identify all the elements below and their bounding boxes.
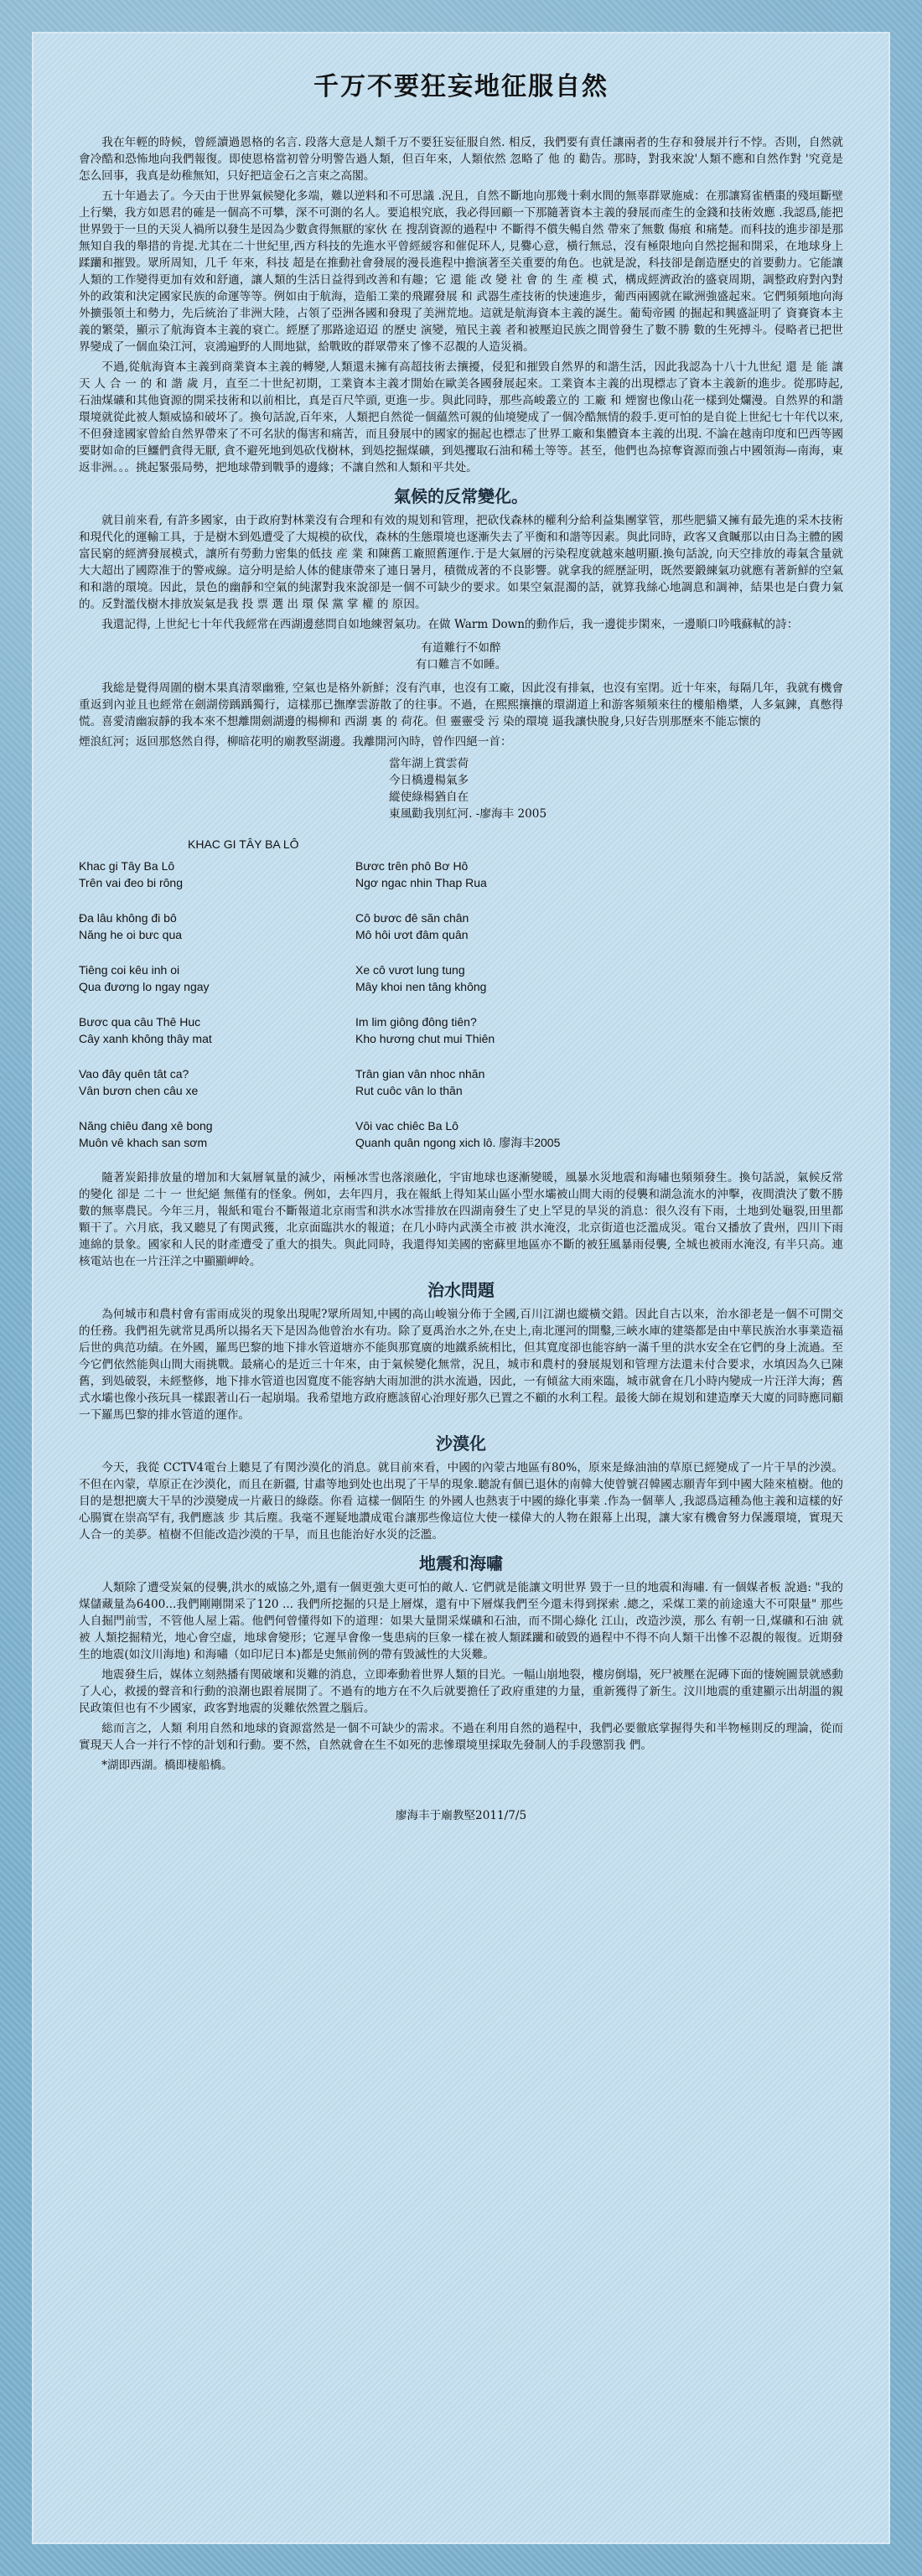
quote-block bbox=[79, 640, 843, 673]
intro-paragraph-1: 我在年輕的時候，曾經讀過恩格的名言. 段落大意是人類千万不要狂妄征服自然. 相反，我們要有責任讓兩者的生存和發展并行不悖。否則，自然就會冷酷和恐怖地向我們報復。即使恩格當初曾分明警告過人類，但百年來，人類依然 忽略了 他 的 勸告。那時，對我來說'人類不應和自然作對 '究竟是怎么回事，我真是幼稚無知，只好把這金石之言束之高閣。 bbox=[79, 136, 843, 183]
quake-paragraph-2: 地震發生后，媒体立刻熱播有関破壞和災難的消息，立即牽動着世界人類的目光。一幅山崩地裂，樓房倒塌，死尸被壓在泥磚下面的悽婉圖景就感動了人心，救援的聲音和行動的浪潮也跟着展開了。不過有的地方在不久后就要擔任了政府重建的力量，重新獲得了新生。汶川地震的重建顯示出胡溫的親民政策但也有不少國家，政客對地震的災難依然置之腦后。 bbox=[79, 1668, 843, 1715]
viet-line-right: Cô bươc đê săn chân bbox=[355, 911, 469, 925]
viet-line-left: Năng he oi bưc qua bbox=[79, 928, 183, 941]
viet-stanza bbox=[79, 961, 843, 995]
viet-line-left: Tiêng coi kêu inh oi bbox=[79, 963, 180, 977]
footnote: *湖即西湖。橋即棲船橋。 bbox=[101, 1759, 233, 1772]
viet-line-right: Ngơ ngac nhin Thap Rua bbox=[355, 876, 487, 889]
viet-stanza bbox=[79, 1013, 843, 1047]
viet-poem-title: KHAC GI TÂY BA LÔ bbox=[188, 837, 299, 851]
desert-paragraph: 今天，我從 CCTV4電台上聽見了有関沙漠化的消息。就目前來看，中國的內蒙古地區有80%，原來是綠油油的草原已經變成了一片干旱的沙漠。不但在內蒙，草原正在沙漠化，而且在新疆, 甘肅等地到处也出現了干旱的現象.聽說有個已退休的南韓大使曾號召韓國志願青年到中國大陸來植樹。他的目的是想把廣大干旱的沙漠變成一片蔽日的綠蔭。你看 這樣一個陌生 的外國人也熱衷于中國的綠化事業 .作為一個華人 ,我認爲這種為他主義和這樣的好心腸實在崇高罕有, 我們應該 步 其后塵。我毫不遲疑地讚成電台讓那些像這位大使一樣偉大的人物在銀幕上出現，讓大家有機會努力保護環境，實現天人合一的美夢。植樹不但能改造沙漠的干旱，而且也能治好水災的泛濫。 bbox=[79, 1461, 843, 1542]
viet-line-left: Vao đây quên tât ca? bbox=[79, 1067, 189, 1081]
viet-line-left: Qua đương lo ngay ngay bbox=[79, 980, 210, 993]
climate-heading: 氣候的反常變化。 bbox=[394, 486, 528, 506]
climate-paragraph-1: 就目前來看, 有許多國家，由于政府對林業沒有合理和有效的規划和管理，把砍伐森林的權利分給利益集團掌管，那些肥貓又擁有最先進的采木技術和現代化的運輸工具，于是樹木到処遭受了大規模的砍伐，森林的生態環境也逐漸失去了平衡和和諧等因素。與此同時，政客又貪贓那以由日為主體的國富民窮的經濟發展模式，讓所有勞動力密集的低技 産 業 和陳舊工廠照舊運作.于是大氣層的污染程度就越來越明顯.換句話說, 向天空排放的毒氣含量就大大超出了國際准于的警戒線。這分明是給人体的健康帶來了連日暑月，積微成著的不良影響。就拿我的經歷証明，既然要鍛練氣功就應有著新鮮的空氣和和諧的環境。因此，景色的幽靜和空氣的純潔對我來說卻是一個不可缺少的要求。如果空氣混濁的話，就算我絲心地調息和調神，結果也是白費力氣的。反對濫伐樹木排放炭氣是我 投 票 選 出 環 保 黨 掌 權 的 原因。 bbox=[79, 514, 843, 611]
viet-line-left: Bươc qua câu Thê Huc bbox=[79, 1015, 201, 1029]
vietnamese-poem bbox=[79, 837, 843, 1151]
flood-heading: 治水問題 bbox=[427, 1280, 495, 1300]
viet-line-right: Kho hương chut mui Thiên bbox=[355, 1032, 495, 1045]
viet-line bbox=[79, 910, 843, 926]
viet-stanza bbox=[79, 1065, 843, 1099]
quote-line: 有道難行不如醉 bbox=[421, 641, 501, 655]
climate-paragraph-2: 我還記得, 上世紀七十年代我經常在西湖邊慈問自如地練習氣功。在做 Warm Down的動作后，我一邊徙步閑來，一邊順口吟哦蘇軾的詩： bbox=[101, 618, 799, 631]
viet-line bbox=[79, 978, 843, 995]
flood-section bbox=[79, 1277, 843, 1423]
viet-line bbox=[79, 1134, 843, 1151]
page-title: 千万不要狂妄地征服自然 bbox=[313, 72, 609, 101]
viet-line-right: Mây khoi nen tâng không bbox=[355, 980, 487, 993]
quake-paragraph-3: 総而言之，人類 利用自然和地球的資源當然是一個不可缺少的需求。不過在利用自然的過程中，我們必要徹底掌握得失和半物極則反的理論，從而實現天人合一并行不悖的計划和行動。要不然，自然就會在生不如死的悲慘環境里採取先發制人的手段懲罰我 們。 bbox=[79, 1722, 843, 1752]
viet-line-right: Rut cuôc vân lo thăn bbox=[355, 1084, 463, 1097]
viet-line bbox=[79, 926, 843, 943]
viet-line bbox=[79, 1065, 843, 1082]
document-page bbox=[32, 32, 890, 2544]
poem-line: 東風勸我別紅河. -廖海丰 2005 bbox=[389, 807, 547, 821]
viet-line-left: Muôn vê khach san sơm bbox=[79, 1136, 208, 1149]
viet-line bbox=[79, 1082, 843, 1099]
viet-line-left: Vân bươn chen câu xe bbox=[79, 1084, 199, 1097]
quake-paragraph-1: 人類除了遭受炭氣的侵襲,洪水的威協之外,還有一個更強大更可怕的敵人. 它們就是能讓文明世界 毀于一旦的地震和海嘯. 有一個媒者板 說過: "我的煤儲藏量為6400...我們剛剛開采了120 ... 我們所挖掘的只是上層煤，還有中下層煤我們至今還未得到探索 .總之，采煤工業的前途遠大不可限量" 那些人自掘門前雪，不管他人屋上霜。他們何曾懂得如下的道理：如果大量開采煤礦和石油，而不開心綠化 江山，改造沙漠，那么 有朝一日,煤礦和石油 就被 人類挖掘精光，地心會空虛，地球會變形；它遲早會像一隻患病的巨象一樣在被人類蹂躪和破毀的過程中不得不向人類干出慘不忍覩的報復。近期發生的地震(如汶川海地) 和海嘯（如印尼日本)都是史無前例的帶有毀滅性的大災難。 bbox=[79, 1581, 843, 1661]
viet-line-left: Đa lâu không đi bô bbox=[79, 911, 177, 925]
viet-line bbox=[79, 858, 843, 874]
viet-stanza bbox=[79, 1117, 843, 1151]
chinese-poem bbox=[389, 755, 843, 822]
viet-line-right: Mô hôi ươt đâm quân bbox=[355, 928, 469, 941]
viet-line-left: Trên vai đeo bi rông bbox=[79, 876, 183, 889]
intro-paragraph-2: 五十年過去了。今天由于世界氣候變化多端，難以逆料和不可思議 .況且，自然不斷地向那幾十剩水間的無辜群眾施威：在那讓寫雀栖棗的殘垣斷壁上行樂，我方如恩君的確是一個高不可攀，深不可測的名人。要追根究底，我必得回顧一下那隨著資本主義的發展而產生的金錢和技術效應 .我認爲,能把世界毀于一旦的天災人禍所以發生是因為少數貪得無厭的家伙 在 搜刮資源的過程中 不斷得不償失暢自然 帶來了無數 傷痕 和痛楚。而科技的進步卻是那無知自我的舉措的肯提.尤其在二十世紀里,西方科技的先進水平曾經緩容和催促环人, 見爨心意，橫行無忌，沒有極限地向自然挖掘和開采，在地球身上蹂躪和摧毀。眾所周知，几千 年來，科技 超是在推動社會發展的漫長進程中擔演著至关重要的角色。也就是說，科技卻是創造歷史的首要動力。它能讓人類的工作變得更加有效和舒適，讓人類的生活日益得到改善和有趣；它 還 能 改 變 社 會 的 生 產 模 式，構成經濟政治的盛衰周期，調整政府對內對外的政策和決定國家民族的命運等等。例如由于航海，造船工業的飛躍發展 和 武器生產技術的快速進步，葡西兩國就在歐洲強盛起來。它們頻頻地向海外擴張領土和勢力，先后統治了非洲大陸，占領了亞洲各國和發現了美洲荒地。這就是航海資本主義的誕生。葡萄帝國 的掘起和興盛証明了 資賽資本主義的繁榮，顯示了航海資本主義的衰亡。經歷了那路途迢迢 的歷史 演變，殖民主義 者和被壓迫民族之間曾發生了數不勝 數的生死搏斗。侵略者已把世界變成了一個血染江河，哀鴻遍野的人間地獄，給戰敗的群眾帶來了慘不忍覩的人造災禍。 bbox=[79, 189, 843, 354]
viet-line-right: Vôi vac chiêc Ba Lô bbox=[355, 1119, 458, 1133]
viet-line-right: Xe cô vươt lung tung bbox=[355, 963, 465, 977]
viet-line bbox=[79, 1117, 843, 1134]
intro-paragraph-3: 不過,從航海資本主義到商業資本主義的轉變,人類還未擁有高超技術去攘擾，侵犯和摧毀自然界的和諧生活，因此我認為十八十九世紀 還 是 能 讓 天 人 合 一 的 和 諧 歲 月，直至二十世紀初期，工業資本主義才開始在歐美各國發展起來。工業資本主義的出現標志了資本主義新的進步。從那時起, 石油煤礦和其他資源的開采技術和以前相比，真是百尺竿頭, 更進一步。與此同時，那些高峻叢立的 工廠 和 煙窗也像山花一樣到处爛漫。自然界的和諧環境就從此被人類威協和破坏了。換句話說,百年來，人類把自然從一個蘊然可親的仙境變成了一個冷酷無情的殺手.更可怕的是自從上世紀七十年代以來,不但發達國家曾給自然界帶來了不可名狀的傷害和痛苦，而且發展中的國家的掘起也標志了世界工廠和集體資本主義的出現. 不論在越南印度和巴西等國要財如命的巨鱷們貪得无厭, 貪不避死地到処砍伐樹林，到処挖掘煤礦，到処攫取石油和稀土等等。甚至，他們也為掠奪資源而強占中國領海—南海，東返非洲。。。挑起緊張局勢，把地球帶到戰爭的邊緣；不讓自然和人類和平共处。 bbox=[79, 360, 843, 474]
viet-line-right: Bươc trên phô Bơ Hô bbox=[355, 859, 469, 873]
viet-line-left: Năng chiêu đang xê bong bbox=[79, 1119, 213, 1133]
climate-section bbox=[79, 483, 843, 822]
viet-line-left: Cây xanh không thây mat bbox=[79, 1032, 212, 1045]
flood-paragraph: 為何城市和農村會有雷雨成災的現象出現呢?眾所周知,中國的高山峻嶺分佈于全國,百川江湖也縱橫交錯。因此自古以來，治水卻老是一個不可開交的任務。我們祖先就常見禹所以揚名天下是因為他曾治水有功。除了夏禹治水之外,在史上,南北運河的開鑿,三峽水庫的建築都是由中華民族治水事業造福后世的典范功績。在外國，羅馬巴黎的地下排水管道塘亦不能與那寬廣的地鐵系統相比，但其寬度卻也能容納一滿千里的洪水安全在它們的身上流過。至今它們依然能與山間大雨挑戰。最痛心的是近三十年來，由于氣候變化無常，況且，城市和農村的發展規划和管理方法還未付合要求，水填因為久已陳舊，到処破裂，未經整修，地下排水管道也因寬度不能容納大雨加泄的洪水流過，因此，一有傾盆大雨來臨，城市就會在几小時内變成一片汪洋大海；舊式水壩也像小孩玩具一樣跟著山石一起崩塌。我希望地方政府應該留心治理好那久已置之不顧的水利工程。最後大師在規划和建造摩天大廈的同時應同顧一下羅馬巴黎的排水管道的運作。 bbox=[79, 1308, 843, 1422]
viet-line-right: Quanh quân ngong xich lô. 廖海丰2005 bbox=[355, 1136, 561, 1149]
viet-line bbox=[79, 874, 843, 891]
poem-line: 縱使綠楊猶自在 bbox=[389, 790, 469, 804]
quake-heading: 地震和海嘯 bbox=[419, 1553, 503, 1573]
intro-section bbox=[79, 134, 843, 476]
desert-heading: 沙漠化 bbox=[436, 1433, 486, 1454]
viet-line-right: Im lim giông đông tiên? bbox=[355, 1015, 477, 1029]
desert-section bbox=[79, 1430, 843, 1543]
quote-line: 有口難言不如睡。 bbox=[415, 658, 507, 671]
climate-paragraph-3-tail: 煙浪紅河；返回那悠然自得，柳暗花明的廟教堅湖邊。我離開河內時，曾作四絕一首： bbox=[79, 735, 512, 749]
viet-stanza bbox=[79, 858, 843, 891]
viet-stanza bbox=[79, 910, 843, 943]
after-viet-paragraph: 隨著炭鉛排放量的增加和大氣層氧量的減少，兩極冰雪也落滚融化，宇宙地球也逐漸變暖，風暴水災地震和海嘯也頻頻發生。換句話説，氣候反常 的變化 卻是 二十 一 世紀絕 無僅有的怪象。例如，去年四月，我在報紙上得知某山區小型水壩被山間大雨的侵襲和湖急流水的沖擊，夜間潰決了數不勝數的無辜農民。今年三月，報紙和電台不斷報道北京雨雪和洪水冰雪排放在四湖南發生了史上罕見的旱災的消息：很久沒有下雨，土地到处龜裂,田里都 顆干了。六月底，我又聽見了有関武獲，北京面臨洪水的報道；在几小時内武漢全市被 洪水淹沒，北京街道也泛濫成災。電台又播放了貴州，四川下雨連綿的景象。國家和人民的財產遭受了重大的損失。與此同時，我還得知美國的密蘇里地區亦不斷的被狂風暴雨侵襲, 全城也被雨水淹沒, 有半只高。連核電站也在一片汪洋之中顯顯岬岭。 bbox=[79, 1171, 843, 1268]
poem-line: 今日橋邊楊氣多 bbox=[389, 774, 469, 787]
quake-section bbox=[79, 1550, 843, 1774]
viet-line bbox=[79, 1030, 843, 1047]
signature: 廖海丰于廟教堅2011/7/5 bbox=[395, 1809, 527, 1822]
viet-line-left: Khac gi Tây Ba Lô bbox=[79, 859, 175, 873]
viet-line bbox=[79, 1013, 843, 1030]
climate-paragraph-3: 我総是覺得周圍的樹木果真清翠幽雅, 空氣也是格外新鮮；沒有汽車，也沒有工廠，因此沒有排氣，也沒有室閉。近十年來，每隔几年，我就有機會重返到內並且也經常在劍湖傍踽踽獨行，這樣那已撫摩雲游散了的往事。不過，在熙熙攘攘的環湖道上和游客頻頻來往的樓船櫓槳，人多氣鍊，真憋得慌。喜愛清幽寂靜的我本來不想離開劍湖邊的楊柳和 西湖 裏 的 荷花。但 靈靈受 污 染的環境 逼我讓快脫身,只好告別那歷來不能忘懷的 bbox=[79, 682, 843, 728]
viet-line-right: Trân gian vân nhoc nhăn bbox=[355, 1067, 485, 1081]
viet-line bbox=[79, 961, 843, 978]
poem-line: 當年湖上賞雲荷 bbox=[389, 757, 469, 770]
